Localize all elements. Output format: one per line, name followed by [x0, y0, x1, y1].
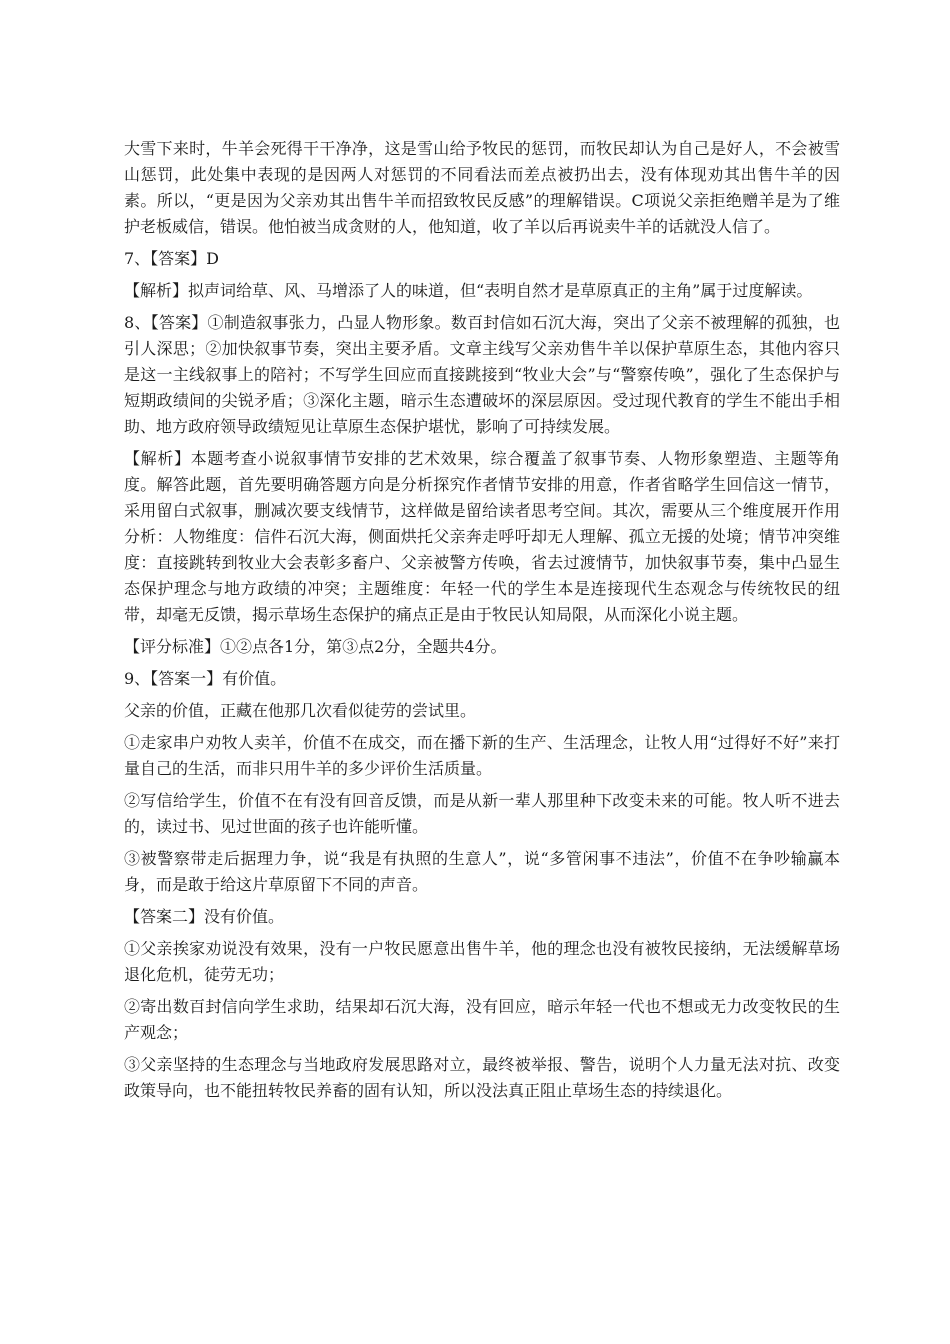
paragraph-q9-answer-one-intro: 父亲的价值，正藏在他那几次看似徒劳的尝试里。	[124, 701, 477, 720]
paragraph-q8-analysis: 【解析】本题考查小说叙事情节安排的艺术效果，综合覆盖了叙事节奏、人物形象塑造、主题等角度。解答此题，首先要明确答题方向是分析探究作者情节安排的用意，作者省略学生回信这一情节，采用留白式叙事，删减次要支线情节，这样做是留给读者思考空间。其次，需要从三个维度展开作用分析：人物维度：信件石沉大海，侧面烘托父亲奔走呼吁却无人理解、孤立无援的处境；情节冲突维度：直接跳转到牧业大会表彰多畜户、父亲被警方传唤，省去过渡情节，加快叙事节奏，集中凸显生态保护理念与地方政绩的冲突；主题维度：年轻一代的学生本是连接现代生态观念与传统牧民的纽带，却毫无反馈，揭示草场生态保护的痛点正是由于牧民认知局限，从而深化小说主题。	[124, 449, 840, 624]
paragraph-q9-answer-two-point-2: ②寄出数百封信向学生求助，结果却石沉大海，没有回应，暗示年轻一代也不想或无力改变牧民的生产观念；	[124, 997, 840, 1042]
paragraph-q6-analysis-continued: 大雪下来时，牛羊会死得干干净净，这是雪山给予牧民的惩罚，而牧民却认为自己是好人，不会被雪山惩罚，此处集中表现的是因两人对惩罚的不同看法而差点被扔出去，没有体现劝其出售牛羊的因素。所以，“更是因为父亲劝其出售牛羊而招致牧民反感”的理解错误。C项说父亲拒绝赠羊是为了维护老板威信，错误。他怕被当成贪财的人，他知道，收了羊以后再说卖牛羊的话就没人信了。	[124, 139, 840, 236]
paragraph-q9-answer-two: 【答案二】没有价值。	[124, 907, 285, 926]
answer-page	[124, 136, 840, 1104]
paragraph-q9-answer-one-point-3: ③被警察带走后据理力争，说“我是有执照的生意人”，说“多管闲事不违法”，价值不在争吵输赢本身，而是敢于给这片草原留下不同的声音。	[124, 849, 840, 894]
paragraph-q9-answer-two-point-3: ③父亲坚持的生态理念与当地政府发展思路对立，最终被举报、警告，说明个人力量无法对抗、改变政策导向，也不能扭转牧民养畜的固有认知，所以没法真正阻止草场生态的持续退化。	[124, 1055, 840, 1100]
paragraph-q9-answer-two-point-1: ①父亲挨家劝说没有效果，没有一户牧民愿意出售牛羊，他的理念也没有被牧民接纳，无法缓解草场退化危机，徒劳无功；	[124, 939, 840, 984]
paragraph-q9-answer-one-point-1: ①走家串户劝牧人卖羊，价值不在成交，而在播下新的生产、生活理念，让牧人用“过得好不好”来打量自己的生活，而非只用牛羊的多少评价生活质量。	[124, 733, 840, 778]
paragraph-q7-analysis: 【解析】拟声词给草、风、马增添了人的味道，但“表明自然才是草原真正的主角”属于过度解读。	[124, 281, 813, 300]
paragraph-q8-scoring: 【评分标准】①②点各1分，第③点2分，全题共4分。	[124, 637, 507, 656]
paragraph-q9-answer-one: 9、【答案一】有价值。	[124, 669, 287, 688]
paragraph-q9-answer-one-point-2: ②写信给学生，价值不在有没有回音反馈，而是从新一辈人那里种下改变未来的可能。牧人听不进去的，读过书、见过世面的孩子也许能听懂。	[124, 791, 840, 836]
paragraph-q7-answer: 7、【答案】D	[124, 249, 220, 268]
paragraph-q8-answer: 8、【答案】①制造叙事张力，凸显人物形象。数百封信如石沉大海，突出了父亲不被理解的孤独，也引人深思；②加快叙事节奏，突出主要矛盾。文章主线写父亲劝售牛羊以保护草原生态，其他内容只是这一主线叙事上的陪衬；不写学生回应而直接跳接到“牧业大会”与“警察传唤”，强化了生态保护与短期政绩间的尖锐矛盾；③深化主题，暗示生态遭破坏的深层原因。受过现代教育的学生不能出手相助、地方政府领导政绩短见让草原生态保护堪忧，影响了可持续发展。	[124, 313, 840, 436]
